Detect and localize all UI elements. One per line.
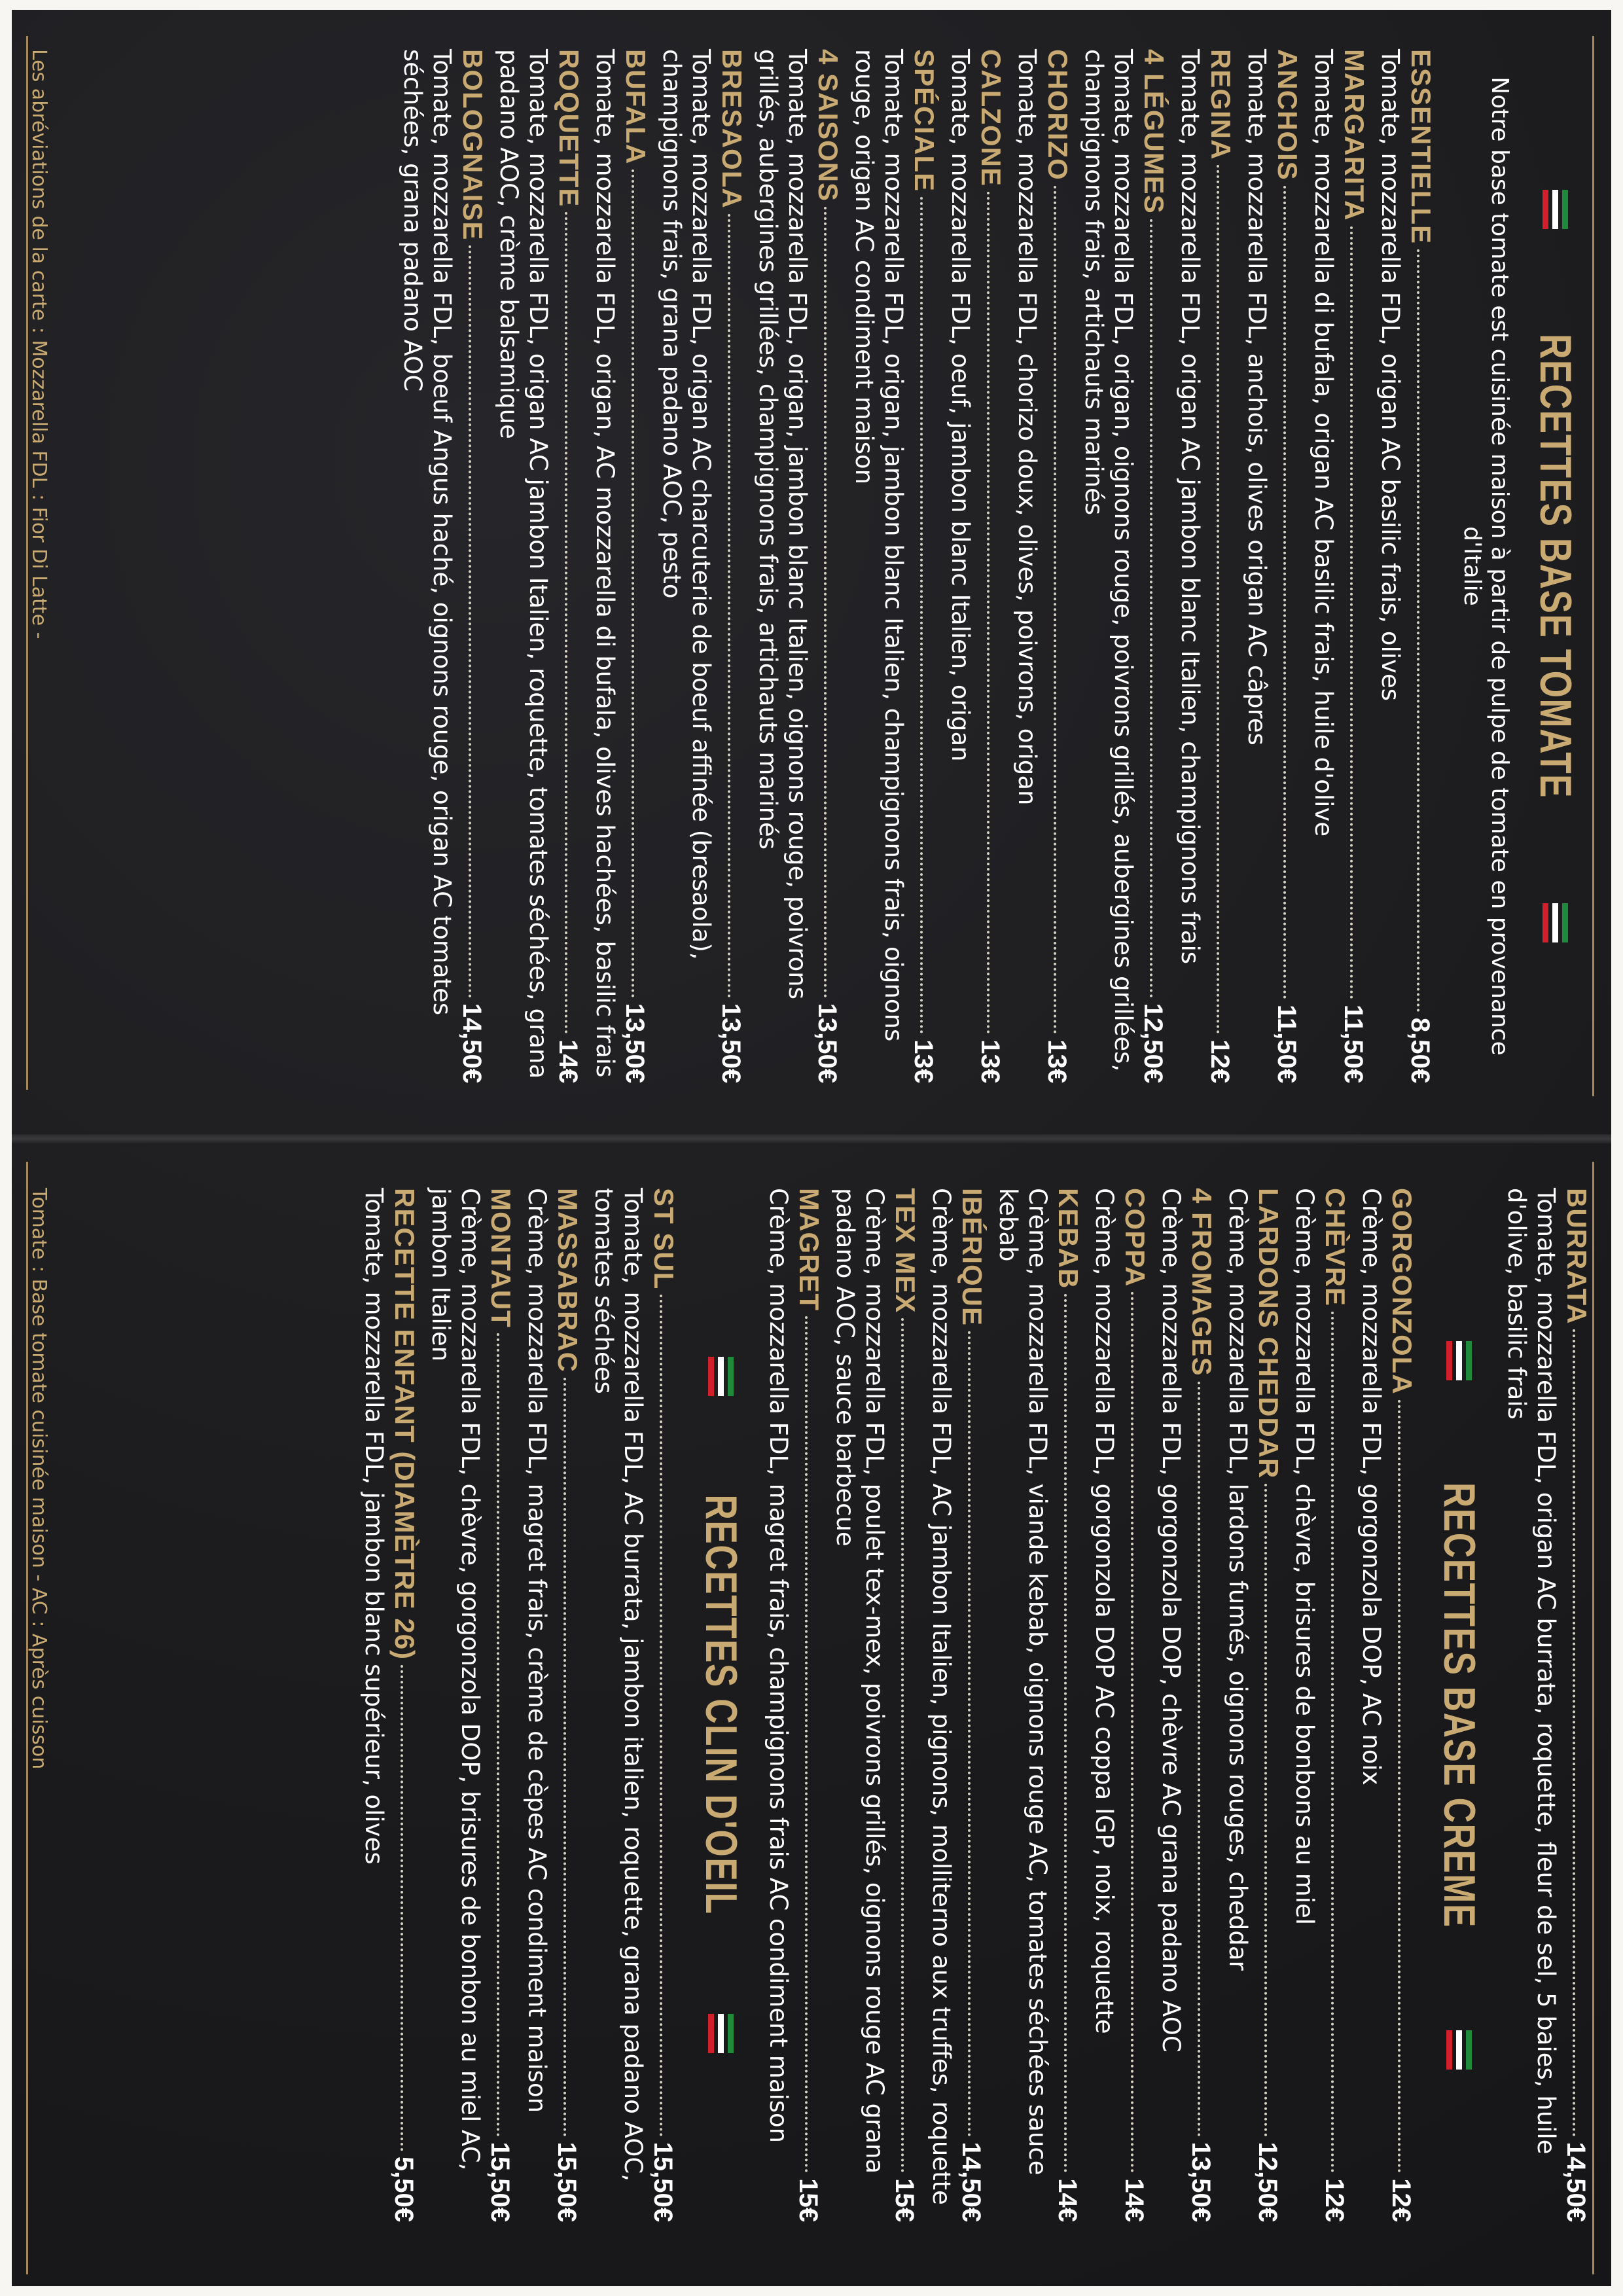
menu-item [359,1188,419,2222]
dot-leader [728,214,730,998]
item-name: 4 FROMAGES [1186,1188,1217,1376]
item-description: Crème, mozzarella FDL, chèvre, brisures de bonbons au miel [1291,1188,1319,1926]
item-description: Tomate, mozzarella FDL, jambon blanc supérieur, olives [360,1188,388,1865]
dot-leader [1150,219,1152,998]
item-name: GORGONZOLA [1387,1188,1418,1395]
dot-leader [565,212,567,1034]
italian-flag-icon [1543,190,1569,229]
menu-item-burrata [1502,1188,1592,2222]
item-price: 15€ [890,2178,919,2222]
item-name: IBÉRIQUE [957,1188,988,1327]
tomato-section-header [1526,49,1585,1083]
menu-item [849,49,939,1083]
item-name: MASSABRAC [552,1188,583,1372]
item-price: 14€ [554,1039,582,1083]
cream-section-header [1430,1188,1489,2222]
item-price: 12,50€ [1139,1003,1168,1083]
item-name: ESSENTIELLE [1406,49,1436,245]
item-description: Crème, mozzarella FDL, gorgonzola DOP, AC noix [1357,1188,1385,1785]
dot-leader [1054,186,1056,1035]
menu-item [1223,1188,1283,2222]
item-description: Tomate, mozzarella FDL, origan AC charcuterie de boeuf affinée (bresaola), champignons frais, grana padano AOC, pesto [658,49,715,960]
item-name: MARGARITA [1339,49,1370,221]
menu-item [1079,49,1169,1083]
cream-page [12,1149,1611,2261]
item-name: RECETTE ENFANT (DIAMÈTRE 26) [389,1188,420,1660]
item-price: 14,50€ [457,1003,486,1083]
item-name: BURRATA [1561,1188,1592,1325]
menu-item [1090,1188,1150,2222]
menu-item [927,1188,987,2222]
dot-leader [805,1316,808,2173]
item-description: Crème, mozzarella FDL, poulet tex-mex, poivrons grillés, oignons rouge AC grana padano AOC, sauce barbecue [831,1188,889,2174]
item-price: 14€ [1053,2178,1082,2222]
menu-item [1175,49,1236,1083]
dot-leader [1283,186,1286,999]
item-description: Tomate, mozzarella FDL, oeuf, jambon blanc Italien, origan [946,49,974,762]
item-price: 15€ [794,2178,823,2222]
item-description: Crème, mozzarella FDL, chèvre, gorgonzola DOP, brisures de bonbon au miel AC, jambon Italien [427,1188,484,2171]
item-price: 11,50€ [1339,1004,1368,1083]
item-name: CHORIZO [1043,49,1073,181]
item-name: BOLOGNAISE [457,49,488,241]
item-description: Tomate, mozzarella FDL, origan AC jambon blanc Italien, champignons frais [1176,49,1204,964]
wink-menu-list [359,1188,679,2222]
dot-leader [1398,1400,1400,2174]
item-price: 12€ [1205,1039,1234,1083]
italian-flag-icon [1543,903,1569,942]
cream-section-title: RECETTES BASE CREME [1435,1482,1484,1928]
item-price: 15,50€ [649,2142,677,2222]
tomato-page [12,10,1611,1122]
item-name: ST SUL [649,1188,679,1290]
dot-leader [1417,249,1419,1013]
dot-leader [632,170,634,997]
item-name: BUFALA [620,49,651,165]
item-description: Tomate, mozzarella FDL, AC burrata, jambon italien, roquette, grana padano AOC, tomates séchées [590,1188,647,2181]
dot-leader [401,1665,403,2151]
tomato-menu-list [398,49,1436,1083]
item-description: Tomate, mozzarella FDL, origan AC jambon Italien, roquette, tomates séchées, grana padano AOC, crème balsamique [495,49,552,1079]
item-description: Crème, mozzarella FDL, magret frais, champignons frais AC condiment maison [764,1188,793,2144]
dot-leader [824,207,827,998]
item-price: 12€ [1387,2178,1416,2222]
item-name: MAGRET [794,1188,825,1311]
dot-leader [497,1333,499,2137]
item-price: 11,50€ [1272,1004,1301,1083]
menu-item [1012,49,1073,1083]
item-name: ANCHOIS [1272,49,1303,181]
italian-flag-icon [1447,1341,1472,1380]
item-price: 13,50€ [1186,2142,1215,2222]
menu-item [1357,1188,1417,2222]
gold-rule [26,36,28,1090]
dot-leader [563,1378,566,2137]
dot-leader [1131,1292,1133,2173]
wink-section-header [692,1188,751,2222]
dot-leader [1331,1312,1334,2173]
tomato-section-title: RECETTES BASE TOMATE [1531,334,1580,798]
item-price: 14€ [1120,2178,1149,2222]
item-price: 13,50€ [813,1003,842,1083]
item-description: Crème, mozzarella FDL, AC jambon Italien, pignons, molliterno aux truffes, roquette [927,1188,955,2205]
item-description: Crème, mozzarella FDL, gorgonzola DOP, chèvre AC grana padano AOC [1157,1188,1185,2053]
menu-item [590,49,651,1083]
menu-item [1242,49,1302,1083]
item-price: 15,50€ [552,2142,581,2222]
menu-item [1156,1188,1217,2222]
dot-leader [968,1331,971,2137]
gold-rule [1592,36,1594,1096]
item-name: 4 LÉGUMES [1139,49,1169,214]
dot-leader [1573,1329,1575,2136]
menu-sheet [12,10,1611,2286]
dot-leader [1217,165,1219,1034]
item-description: Tomate, mozzarella FDL, origan, jambon blanc Italien, oignons rouge, poivrons grillés, aubergines grillées, champignons frais, artichauts marinés [754,49,812,999]
item-name: ROQUETTE [554,49,584,207]
item-description: Crème, mozzarella FDL, viande kebab, oignons rouge AC, tomates séchées sauce kebab [994,1188,1052,2176]
tomato-intro: Notre base tomate est cuisinée maison à partir de pulpe de tomate en provenance d'Italie [1459,77,1513,1056]
italian-flag-icon [1447,2030,1472,2070]
item-name: MONTAUT [486,1188,516,1328]
cream-menu-list [764,1188,1417,2222]
item-description: Tomate, mozzarella FDL, origan AC burrata, roquette, fleur de sel, 5 baies, huile d'olive, basilic frais [1503,1188,1560,2155]
item-description: Tomate, mozzarella FDL, origan, AC mozzarella di bufala, olives hachées, basilic frais [591,49,619,1078]
dot-leader [660,1295,662,2136]
fold-crease [12,1134,1611,1143]
menu-item [946,49,1006,1083]
gold-rule [1592,1162,1594,2274]
item-description: Tomate, mozzarella di bufala, origan AC basilic frais, huile d'olive [1310,49,1338,837]
item-description: Crème, mozzarella FDL, gorgonzola DOP AC coppa IGP, noix, roquette [1090,1188,1118,2034]
dot-leader [469,245,471,997]
item-name: SPÉCIALE [909,49,940,192]
gold-rule [26,1162,28,2274]
item-name: CALZONE [976,49,1007,187]
item-description: Tomate, mozzarella FDL, chorizo doux, olives, poivrons, origan [1013,49,1041,806]
item-description: Tomate, mozzarella FDL, origan, jambon blanc Italien, champignons frais, oignons rouge, origan AC condiment maison [850,49,908,1042]
menu-item [426,1188,516,2222]
italian-flag-icon [709,2014,734,2053]
item-price: 8,50€ [1406,1017,1435,1083]
item-name: LARDONS CHEDDAR [1253,1188,1284,1479]
abbreviations-note: Les abréviations de la carte : Mozzarella FDL : Fior Di Latte - [27,49,50,639]
dot-leader [920,197,923,1034]
wink-section-title: RECETTES CLIN D'OEIL [696,1494,746,1916]
menu-item [494,49,584,1083]
item-price: 15,50€ [486,2142,514,2222]
dot-leader [901,1318,904,2173]
menu-item [1290,1188,1350,2222]
menu-item [657,49,747,1083]
italian-flag-icon [709,1357,734,1396]
item-description: Tomate, mozzarella FDL, origan AC basilic frais, olives [1376,49,1404,701]
item-name: CHÈVRE [1320,1188,1351,1307]
dot-leader [1064,1294,1067,2173]
item-description: Tomate, mozzarella FDL, origan, oignons rouge, poivrons grillés, aubergines grillées, champignons frais, artichauts marinés [1080,49,1137,1072]
menu-item [522,1188,582,2222]
item-description: Crème, mozzarella FDL, lardons fumés, oignons rouges, cheddar [1224,1188,1252,1971]
menu-item [764,1188,824,2222]
menu-item [830,1188,920,2222]
dot-leader [1264,1484,1267,2136]
item-price: 14,50€ [957,2142,986,2222]
abbreviations-note-continued: Tomate : Base tomate cuisinée maison - AC : Après cuisson [27,1188,50,1770]
menu-item [589,1188,679,2222]
dot-leader [1198,1382,1200,2137]
item-price: 13,50€ [620,1003,649,1083]
item-name: COPPA [1120,1188,1150,1287]
menu-item [398,49,488,1083]
item-name: KEBAB [1053,1188,1084,1289]
item-price: 13€ [976,1039,1005,1083]
item-name: BRESAOLA [717,49,747,209]
menu-item [1309,49,1369,1083]
menu-item [993,1188,1083,2222]
menu-item [753,49,843,1083]
item-price: 13,50€ [717,1003,745,1083]
item-name: REGINA [1205,49,1236,160]
item-price: 12€ [1320,2178,1349,2222]
item-description: Tomate, mozzarella FDL, anchois, olives origan AC câpres [1243,49,1271,745]
item-price: 13€ [909,1039,938,1083]
item-description: Crème, mozzarella FDL, magret frais, crème de cèpes AC condiment maison [523,1188,551,2113]
item-price: 12,50€ [1253,2142,1282,2222]
item-name: TEX MEX [890,1188,921,1314]
item-price: 13€ [1043,1039,1071,1083]
item-price: 5,50€ [389,2156,418,2222]
dot-leader [987,192,990,1034]
item-name: 4 SAISONS [813,49,844,202]
menu-item [1376,49,1436,1083]
dot-leader [1350,226,1353,999]
item-price: 14,50€ [1561,2142,1590,2222]
item-description: Tomate, mozzarella FDL, boeuf Angus haché, oignons rouge, origan AC tomates séchées, grana padano AOC [399,49,456,1016]
